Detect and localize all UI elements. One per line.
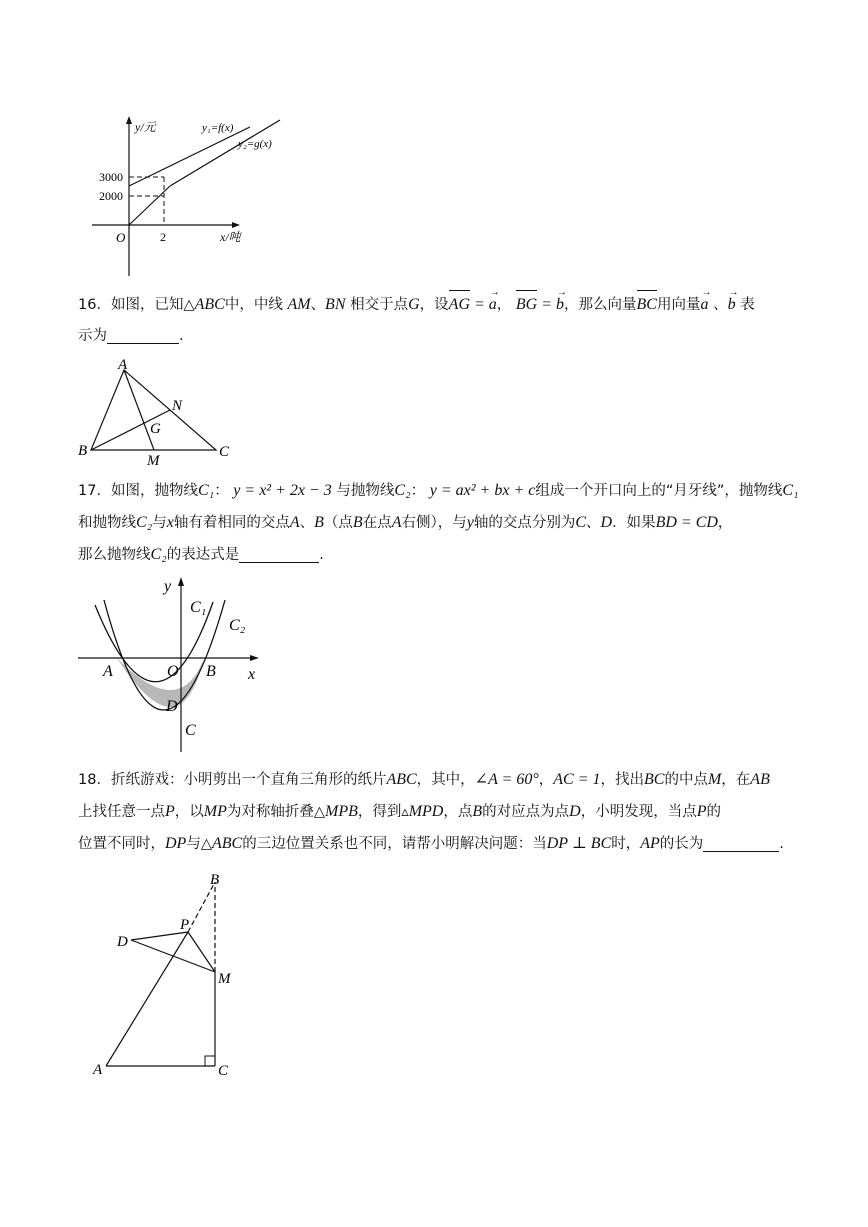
x-axis-arrow-icon — [232, 222, 240, 228]
label-c: C — [219, 444, 230, 460]
origin-label: O — [116, 230, 126, 245]
label-a: A — [93, 1062, 103, 1078]
y-axis-label: y/元 — [135, 120, 156, 134]
fig18-triangle — [88, 866, 248, 1082]
fig17-parabolas — [76, 572, 266, 754]
label-p: P — [180, 917, 190, 933]
label-a: A — [118, 357, 128, 373]
q17-line2: 和抛物线C₂与x轴有着相同的交点A、B（点B在点A右侧），与y轴的交点分别为C、D．如果BD = CD， — [78, 514, 733, 531]
label-a: A — [103, 663, 113, 680]
label-c1: C₁ — [190, 599, 207, 616]
label-m: M — [218, 971, 231, 987]
q16-line1: 16．如图，已知△ABC中，中线 AM、BN 相交于点G，设AG = → a， BG = → b，那么向量BC用向量→ a 、→ b 表 — [78, 289, 792, 321]
f-label: y₁=f(x) — [202, 122, 234, 134]
label-c2: C₂ — [229, 617, 246, 634]
question-16 — [78, 289, 792, 352]
q17-line3: 那么抛物线C₂的表达式是 . — [78, 546, 324, 563]
label-o: O — [167, 663, 179, 680]
fig15-graph — [86, 114, 286, 279]
line-f — [129, 127, 250, 186]
q18-line2: 上找任意一点P，以MP为对称轴折叠△MPB，得到▵MPD，点B的对应点为点D，小明发现，当点P的 — [78, 803, 721, 820]
label-n: N — [172, 398, 183, 414]
q18-line1: 18．折纸游戏：小明剪出一个直角三角形的纸片ABC，其中，∠A = 60°，AC = 1，找出BC的中点M，在AB — [78, 771, 770, 788]
label-m: M — [147, 453, 160, 469]
label-d: D — [166, 698, 178, 715]
fig16-triangle — [74, 354, 244, 469]
tick-2: 2 — [160, 230, 166, 244]
label-g: G — [150, 421, 161, 437]
answer-blank[interactable] — [239, 544, 319, 563]
x-axis-arrow-icon — [250, 655, 259, 661]
tick-2000: 2000 — [99, 189, 123, 203]
segment-pm — [188, 932, 215, 972]
q18-line3: 位置不同时，DP与△ABC的三边位置关系也不同，请帮小明解决问题：当DP ⊥ BC时，AP的长为 . — [78, 835, 784, 852]
segment-pd — [131, 932, 188, 940]
y-axis-arrow-icon — [178, 577, 184, 586]
crescent-region — [117, 658, 204, 707]
answer-blank[interactable] — [703, 833, 779, 852]
label-c: C — [185, 722, 196, 739]
g-label: y₂=g(x) — [238, 138, 272, 150]
label-x: x — [248, 666, 256, 683]
x-axis-label: x/吨 — [220, 230, 241, 244]
question-18 — [78, 764, 792, 860]
question-17 — [78, 475, 799, 571]
label-y: y — [164, 578, 172, 595]
q17-line1: 17．如图，抛物线C₁： y = x² + 2x − 3 与抛物线C₂： y = ax² + bx + c组成一个开口向上的“月牙线”，抛物线C₁ — [78, 482, 799, 499]
label-b: B — [210, 872, 220, 888]
tick-3000: 3000 — [99, 170, 123, 184]
label-b: B — [206, 663, 216, 680]
segment-dm — [131, 940, 215, 972]
label-b: B — [78, 443, 88, 459]
label-d: D — [117, 934, 128, 950]
side-pb-dashed — [188, 882, 215, 932]
right-angle-icon — [205, 1056, 215, 1066]
y-axis-arrow-icon — [126, 116, 132, 124]
label-c: C — [218, 1063, 229, 1079]
median-am — [124, 370, 154, 450]
side-ap — [106, 932, 188, 1066]
q16-line2: 示为 . — [78, 321, 792, 352]
triangle-abc — [91, 370, 216, 450]
answer-blank[interactable] — [107, 325, 179, 344]
